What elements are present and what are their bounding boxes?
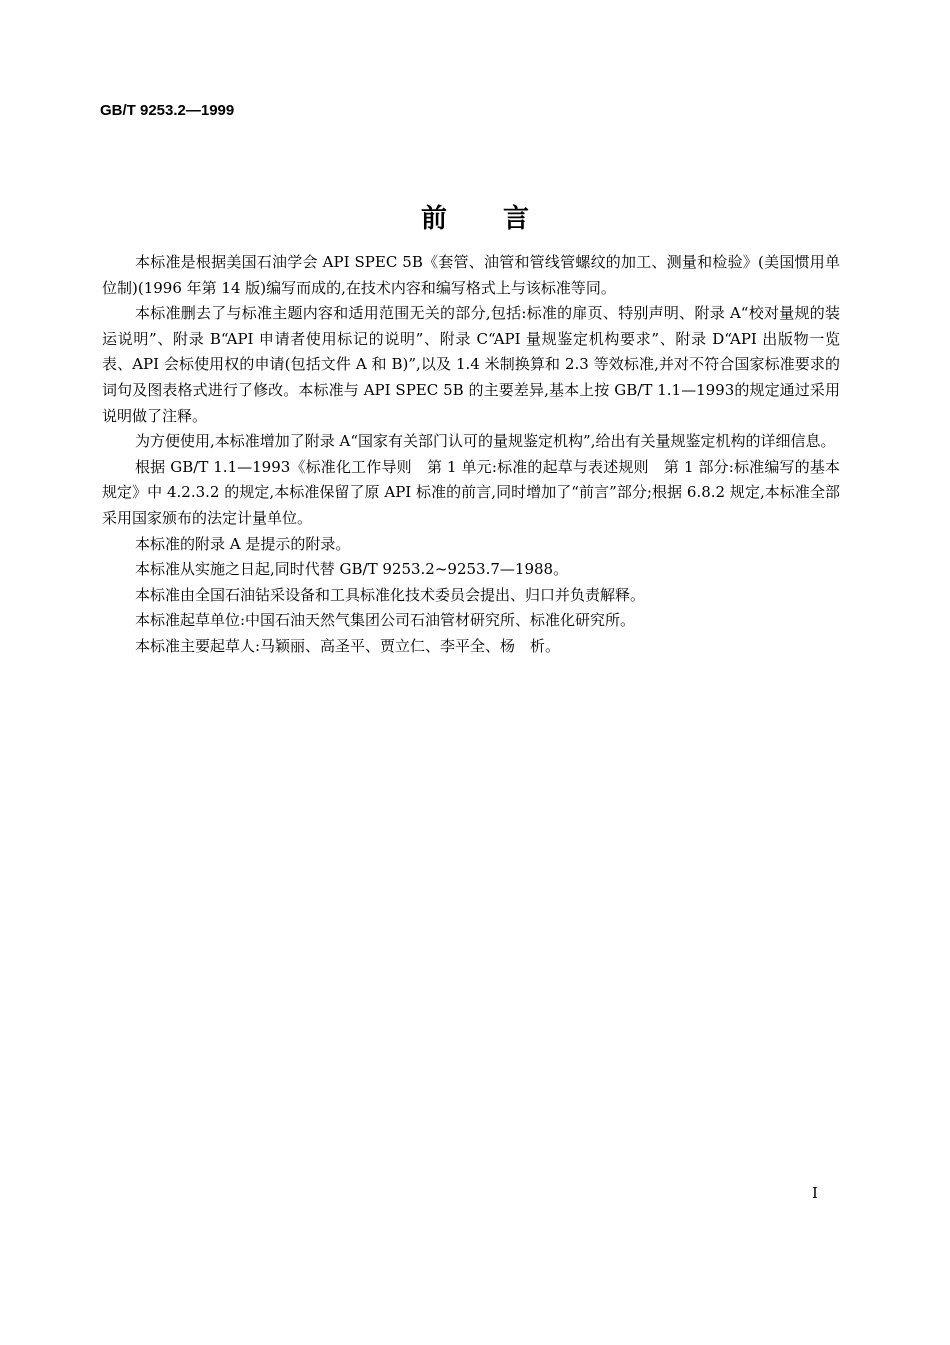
paragraph-drafters: 本标准主要起草人:马颖丽、高圣平、贾立仁、李平全、杨 析。: [135, 636, 561, 655]
title-char-2: 言: [503, 204, 530, 234]
paragraph-proposer: 本标准由全国石油钻采设备和工具标准化技术委员会提出、归口并负责解释。: [135, 585, 646, 604]
standard-code: GB/T 9253.2—1999: [100, 102, 235, 119]
title-char-1: 前: [420, 204, 447, 234]
paragraph-appendix-added: 为方便使用,本标准增加了附录 A“国家有关部门认可的量规鉴定机构”,给出有关量规鉴定机构的详细信息。: [135, 432, 836, 451]
paragraph-replacement: 本标准从实施之日起,同时代替 GB/T 9253.2~9253.7—1988。: [135, 560, 569, 579]
page-number: I: [812, 1184, 818, 1202]
paragraph-appendix-informative: 本标准的附录 A 是提示的附录。: [135, 534, 351, 553]
foreword-body: [102, 250, 840, 660]
paragraph-drafting-unit: 本标准起草单位:中国石油天然气集团公司石油管材研究所、标准化研究所。: [135, 611, 636, 630]
paragraph-drafting-rules: 根据 GB/T 1.1—1993《标准化工作导则 第 1 单元:标准的起草与表述规则 第 1 部分:标准编写的基本规定》中 4.2.3.2 的规定,本标准保留了原 API 标准的前言,同时增加了“前言”部分;根据 6.8.2 规定,本标准全部采用国家颁布的法定计量单位。: [102, 457, 840, 527]
paragraph-basis: 本标准是根据美国石油学会 API SPEC 5B《套管、油管和管线管螺纹的加工、测量和检验》(美国惯用单位制)(1996 年第 14 版)编写而成的,在技术内容和编写格式上与该标准等同。: [102, 253, 840, 297]
paragraph-deletions: 本标准删去了与标准主题内容和适用范围无关的部分,包括:标准的扉页、特别声明、附录 A“校对量规的装运说明”、附录 B“API 申请者使用标记的说明”、附录 C“API 量规鉴定机构要求”、附录 D“API 出版物一览表、API 会标使用权的申请(包括文件 A 和 B)”,以及 1.4 米制换算和 2.3 等效标准,并对不符合国家标准要求的词句及图表格式进行了修改。本标准与 API SPEC 5B 的主要差异,基本上按 GB/T 1.1—1993的规定通过采用说明做了注释。: [102, 304, 840, 425]
page-title: [0, 198, 950, 235]
